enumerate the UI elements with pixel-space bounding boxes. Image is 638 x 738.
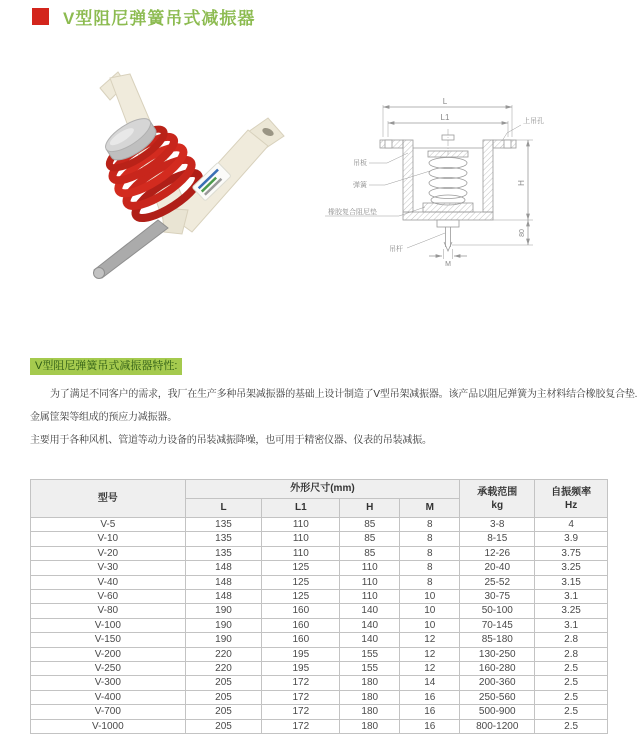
drawing-label-damping-pad: 橡胶复合阻尼垫 xyxy=(328,209,377,216)
value-cell: 125 xyxy=(262,590,340,604)
value-cell: 16 xyxy=(400,719,460,733)
value-cell: 10 xyxy=(400,604,460,618)
value-cell: 135 xyxy=(185,518,262,532)
value-cell: 2.5 xyxy=(535,719,608,733)
value-cell: 500-900 xyxy=(460,705,535,719)
page-header xyxy=(32,4,255,29)
model-cell: V-1000 xyxy=(31,719,186,733)
col-header-load-range xyxy=(460,480,535,518)
value-cell: 50-100 xyxy=(460,604,535,618)
model-cell: V-5 xyxy=(31,518,186,532)
value-cell: 12-26 xyxy=(460,546,535,560)
value-cell: 85 xyxy=(340,518,400,532)
col-header-natural-frequency xyxy=(535,480,608,518)
col-header-model: 型号 xyxy=(31,480,186,518)
drawing-label-spring: 弹簧 xyxy=(353,182,367,189)
value-cell: 3.9 xyxy=(535,532,608,546)
value-cell: 190 xyxy=(185,618,262,632)
drawing-label-top-hole: 上吊孔 xyxy=(523,118,544,125)
value-cell: 12 xyxy=(400,633,460,647)
table-row xyxy=(31,575,608,589)
value-cell: 135 xyxy=(185,546,262,560)
red-square-bullet-icon xyxy=(32,8,49,25)
col-header-dimensions-group: 外形尺寸(mm) xyxy=(185,480,460,499)
table-row xyxy=(31,690,608,704)
value-cell: 12 xyxy=(400,662,460,676)
technical-drawing xyxy=(325,85,625,285)
col-header-L: L xyxy=(185,499,262,518)
value-cell: 180 xyxy=(340,676,400,690)
value-cell: 205 xyxy=(185,690,262,704)
value-cell: 110 xyxy=(262,532,340,546)
drawing-dim-M: M xyxy=(445,261,451,268)
value-cell: 125 xyxy=(262,561,340,575)
table-row xyxy=(31,546,608,560)
value-cell: 190 xyxy=(185,633,262,647)
table-row xyxy=(31,532,608,546)
table-row xyxy=(31,647,608,661)
value-cell: 8 xyxy=(400,546,460,560)
value-cell: 135 xyxy=(185,532,262,546)
table-row xyxy=(31,662,608,676)
value-cell: 3.75 xyxy=(535,546,608,560)
value-cell: 172 xyxy=(262,705,340,719)
spring-hanger-photo-illustration xyxy=(60,70,298,290)
value-cell: 140 xyxy=(340,618,400,632)
model-cell: V-150 xyxy=(31,633,186,647)
value-cell: 8 xyxy=(400,532,460,546)
value-cell: 85 xyxy=(340,546,400,560)
value-cell: 800-1200 xyxy=(460,719,535,733)
drawing-label-rod: 吊杆 xyxy=(389,246,403,253)
value-cell: 148 xyxy=(185,561,262,575)
drawing-dim-L1: L1 xyxy=(440,113,450,122)
value-cell: 205 xyxy=(185,676,262,690)
value-cell: 3.25 xyxy=(535,604,608,618)
value-cell: 180 xyxy=(340,719,400,733)
value-cell: 160 xyxy=(262,604,340,618)
value-cell: 8 xyxy=(400,561,460,575)
value-cell: 190 xyxy=(185,604,262,618)
value-cell: 172 xyxy=(262,719,340,733)
feature-paragraph-1: 为了满足不同客户的需求，我厂在生产多种吊架减振器的基础上设计制造了V型吊架减振器。该产品以阻尼弹簧为主材料结合橡胶复合垫. xyxy=(50,389,638,400)
value-cell: 16 xyxy=(400,690,460,704)
value-cell: 205 xyxy=(185,719,262,733)
value-cell: 180 xyxy=(340,705,400,719)
value-cell: 140 xyxy=(340,633,400,647)
value-cell: 220 xyxy=(185,662,262,676)
model-cell: V-700 xyxy=(31,705,186,719)
model-cell: V-20 xyxy=(31,546,186,560)
value-cell: 195 xyxy=(262,662,340,676)
feature-paragraph-3: 主要用于各种风机、管道等动力设备的吊装减振降噪，也可用于精密仪器、仪表的吊装减振。 xyxy=(30,435,432,446)
value-cell: 70-145 xyxy=(460,618,535,632)
value-cell: 8 xyxy=(400,518,460,532)
table-row xyxy=(31,618,608,632)
value-cell: 2.8 xyxy=(535,647,608,661)
value-cell: 3-8 xyxy=(460,518,535,532)
model-cell: V-40 xyxy=(31,575,186,589)
header-row-1 xyxy=(31,480,608,499)
value-cell: 3.25 xyxy=(535,561,608,575)
value-cell: 155 xyxy=(340,662,400,676)
table-row xyxy=(31,561,608,575)
page-title: V型阻尼弹簧吊式减振器 xyxy=(63,9,256,28)
table-row xyxy=(31,633,608,647)
value-cell: 148 xyxy=(185,590,262,604)
value-cell: 130-250 xyxy=(460,647,535,661)
load-range-unit: kg xyxy=(491,499,504,511)
table-row xyxy=(31,719,608,733)
value-cell: 3.1 xyxy=(535,618,608,632)
table-row xyxy=(31,676,608,690)
value-cell: 8 xyxy=(400,575,460,589)
value-cell: 172 xyxy=(262,676,340,690)
value-cell: 2.5 xyxy=(535,676,608,690)
drawing-dim-80: 80 xyxy=(519,229,526,237)
value-cell: 10 xyxy=(400,590,460,604)
value-cell: 85 xyxy=(340,532,400,546)
value-cell: 8-15 xyxy=(460,532,535,546)
model-cell: V-80 xyxy=(31,604,186,618)
value-cell: 110 xyxy=(262,518,340,532)
value-cell: 30-75 xyxy=(460,590,535,604)
value-cell: 2.5 xyxy=(535,705,608,719)
model-cell: V-300 xyxy=(31,676,186,690)
value-cell: 180 xyxy=(340,690,400,704)
value-cell: 2.5 xyxy=(535,690,608,704)
table-row xyxy=(31,604,608,618)
value-cell: 10 xyxy=(400,618,460,632)
value-cell: 110 xyxy=(340,575,400,589)
spec-table xyxy=(30,479,608,734)
frequency-label: 自振频率 xyxy=(551,486,592,498)
product-photo xyxy=(60,70,298,290)
value-cell: 155 xyxy=(340,647,400,661)
value-cell: 3.15 xyxy=(535,575,608,589)
model-cell: V-400 xyxy=(31,690,186,704)
value-cell: 200-360 xyxy=(460,676,535,690)
value-cell: 220 xyxy=(185,647,262,661)
features-section xyxy=(30,356,638,457)
value-cell: 20-40 xyxy=(460,561,535,575)
value-cell: 3.1 xyxy=(535,590,608,604)
model-cell: V-60 xyxy=(31,590,186,604)
value-cell: 85-180 xyxy=(460,633,535,647)
table-row xyxy=(31,590,608,604)
value-cell: 160-280 xyxy=(460,662,535,676)
value-cell: 125 xyxy=(262,575,340,589)
value-cell: 110 xyxy=(340,590,400,604)
value-cell: 140 xyxy=(340,604,400,618)
model-cell: V-100 xyxy=(31,618,186,632)
value-cell: 110 xyxy=(340,561,400,575)
value-cell: 110 xyxy=(262,546,340,560)
section-drawing xyxy=(325,85,625,285)
spec-table-header xyxy=(31,480,608,518)
col-header-L1: L1 xyxy=(262,499,340,518)
feature-paragraph-2: 金属筐架等组成的预应力减振器。 xyxy=(30,412,177,423)
load-range-label: 承载范围 xyxy=(477,486,518,498)
table-row xyxy=(31,518,608,532)
frequency-unit: Hz xyxy=(565,499,578,511)
drawing-label-plate: 吊板 xyxy=(353,160,367,167)
model-cell: V-30 xyxy=(31,561,186,575)
value-cell: 160 xyxy=(262,618,340,632)
value-cell: 172 xyxy=(262,690,340,704)
value-cell: 195 xyxy=(262,647,340,661)
col-header-M: M xyxy=(400,499,460,518)
value-cell: 2.5 xyxy=(535,662,608,676)
value-cell: 2.8 xyxy=(535,633,608,647)
model-cell: V-250 xyxy=(31,662,186,676)
value-cell: 25-52 xyxy=(460,575,535,589)
features-heading: V型阻尼弹簧吊式减振器特性: xyxy=(30,358,182,375)
value-cell: 250-560 xyxy=(460,690,535,704)
model-cell: V-200 xyxy=(31,647,186,661)
spec-table-body xyxy=(31,518,608,734)
value-cell: 148 xyxy=(185,575,262,589)
col-header-H: H xyxy=(340,499,400,518)
drawing-dim-L: L xyxy=(442,97,448,106)
value-cell: 16 xyxy=(400,705,460,719)
model-cell: V-10 xyxy=(31,532,186,546)
value-cell: 4 xyxy=(535,518,608,532)
value-cell: 205 xyxy=(185,705,262,719)
value-cell: 12 xyxy=(400,647,460,661)
drawing-dim-H: H xyxy=(517,180,526,186)
value-cell: 14 xyxy=(400,676,460,690)
table-row xyxy=(31,705,608,719)
value-cell: 160 xyxy=(262,633,340,647)
